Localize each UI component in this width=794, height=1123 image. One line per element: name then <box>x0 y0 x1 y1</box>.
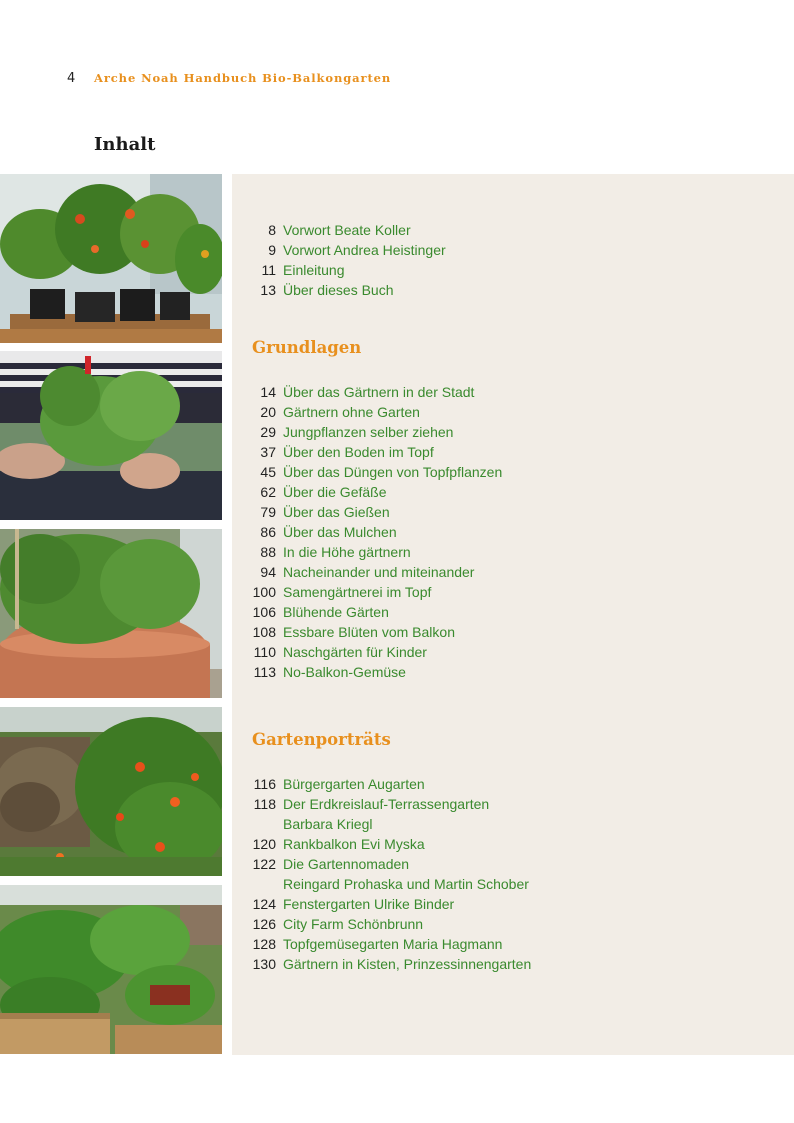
toc-entry[interactable]: 11 Einleitung <box>261 262 345 278</box>
toc-entry[interactable]: 8 Vorwort Beate Koller <box>268 222 411 238</box>
toc-entry[interactable]: 113 No-Balkon-Gemüse <box>253 664 406 680</box>
section-heading-grundlagen: Grundlagen <box>252 338 362 357</box>
hands-holding-seedling-photo <box>0 351 222 520</box>
book-title: Arche Noah Handbuch Bio-Balkongarten <box>94 71 392 85</box>
toc-entry[interactable]: 108 Essbare Blüten vom Balkon <box>252 624 455 640</box>
toc-entry[interactable]: 20 Gärtnern ohne Garten <box>260 404 420 420</box>
toc-entry[interactable]: 79 Über das Gießen <box>260 504 390 520</box>
page-title: Inhalt <box>94 134 156 155</box>
toc-entry-continuation[interactable]: Barbara Kriegl <box>283 816 373 832</box>
toc-entry[interactable]: 45 Über das Düngen von Topfpflanzen <box>260 464 503 480</box>
toc-entry[interactable]: 100 Samengärtnerei im Topf <box>252 584 432 600</box>
toc-entry[interactable]: 13 Über dieses Buch <box>260 282 394 298</box>
toc-entry[interactable]: 88 In die Höhe gärtnern <box>260 544 411 560</box>
toc-entry[interactable]: 86 Über das Mulchen <box>260 524 397 540</box>
running-header <box>67 71 391 89</box>
toc-entry[interactable]: 106 Blühende Gärten <box>252 604 389 620</box>
toc-entry[interactable]: 94 Nacheinander und miteinander <box>260 564 475 580</box>
toc-entry[interactable]: 120 Rankbalkon Evi Myska <box>252 836 425 852</box>
toc-entry[interactable]: 130 Gärtnern in Kisten, Prinzessinnengarten <box>252 956 532 972</box>
toc-entry-continuation[interactable]: Reingard Prohaska und Martin Schober <box>283 876 529 892</box>
toc-entry[interactable]: 124 Fenstergarten Ulrike Binder <box>252 896 455 912</box>
toc-entry[interactable]: 116 Bürgergarten Augarten <box>253 776 425 792</box>
toc-entry[interactable]: 9 Vorwort Andrea Heistinger <box>268 242 446 258</box>
toc-entry[interactable]: 62 Über die Gefäße <box>260 484 387 500</box>
toc-entry[interactable]: 128 Topfgemüsegarten Maria Hagmann <box>252 936 503 952</box>
section-heading-gartenportraets: Gartenporträts <box>252 730 391 749</box>
toc-entry[interactable]: 122 Die Gartennomaden <box>252 856 410 872</box>
toc-entry[interactable]: 29 Jungpflanzen selber ziehen <box>260 424 454 440</box>
nasturtium-garden-photo <box>0 707 222 876</box>
raised-bed-greens-photo <box>0 885 222 1054</box>
toc-entry[interactable]: 110 Naschgärten für Kinder <box>253 644 427 660</box>
toc-entry[interactable]: 37 Über den Boden im Topf <box>260 444 434 460</box>
toc-entry[interactable]: 126 City Farm Schönbrunn <box>252 916 424 932</box>
pepper-plants-in-pots-photo <box>0 174 222 343</box>
page-number: 4 <box>67 71 76 86</box>
toc-entry[interactable]: 14 Über das Gärtnern in der Stadt <box>260 384 475 400</box>
table-of-contents <box>232 174 794 1055</box>
toc-entry[interactable]: 118 Der Erdkreislauf-Terrassengarten <box>253 796 490 812</box>
plant-in-terracotta-pot-photo <box>0 529 222 698</box>
